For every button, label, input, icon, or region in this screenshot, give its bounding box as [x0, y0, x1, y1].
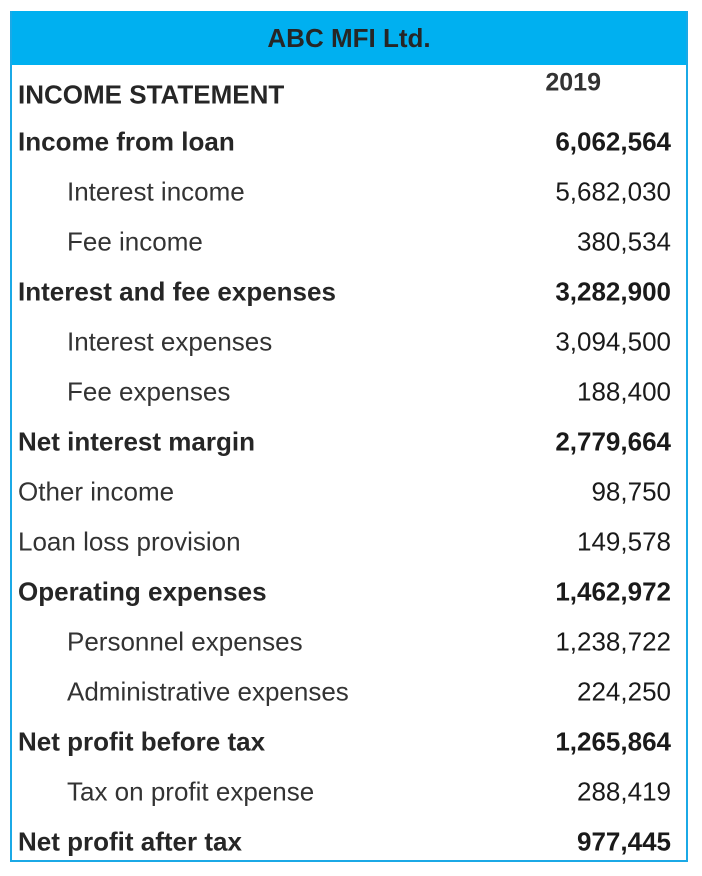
row-value: 188,400	[577, 376, 671, 407]
row-other-income	[12, 467, 686, 517]
row-label: Tax on profit expense	[67, 776, 315, 807]
row-label: Net profit before tax	[18, 726, 266, 757]
row-value: 6,062,564	[555, 126, 671, 157]
row-label: Interest income	[67, 176, 245, 207]
row-fee-income	[12, 217, 686, 267]
row-net-profit-before-tax	[12, 717, 686, 767]
row-administrative-expenses	[12, 667, 686, 717]
row-net-profit-after-tax	[12, 817, 686, 867]
header-row	[12, 65, 686, 117]
row-value: 3,094,500	[555, 326, 671, 357]
row-label: Personnel expenses	[67, 626, 303, 657]
row-value: 288,419	[577, 776, 671, 807]
row-label: Loan loss provision	[18, 526, 241, 557]
row-value: 149,578	[577, 526, 671, 557]
row-label: Fee income	[67, 226, 203, 257]
company-title: ABC MFI Ltd.	[12, 11, 686, 65]
statement-rows	[12, 65, 686, 867]
row-label: Fee expenses	[67, 376, 231, 407]
row-tax-on-profit-expense	[12, 767, 686, 817]
row-value: 1,238,722	[555, 626, 671, 657]
row-fee-expenses	[12, 367, 686, 417]
row-label: Interest expenses	[67, 326, 273, 357]
row-label: Net profit after tax	[18, 826, 242, 857]
row-personnel-expenses	[12, 617, 686, 667]
row-interest-income	[12, 167, 686, 217]
row-value: 977,445	[577, 826, 671, 857]
row-operating-expenses	[12, 567, 686, 617]
row-value: 98,750	[591, 476, 671, 507]
row-value: 5,682,030	[555, 176, 671, 207]
row-label: Operating expenses	[18, 576, 267, 607]
row-value: 3,282,900	[555, 276, 671, 307]
row-net-interest-margin	[12, 417, 686, 467]
row-label: Other income	[18, 476, 175, 507]
row-label: Interest and fee expenses	[18, 276, 336, 307]
year-column-header: 2019	[545, 68, 601, 97]
row-interest-expenses	[12, 317, 686, 367]
statement-heading: INCOME STATEMENT	[18, 79, 285, 110]
row-label: Net interest margin	[18, 426, 255, 457]
row-value: 1,462,972	[555, 576, 671, 607]
row-value: 2,779,664	[555, 426, 671, 457]
row-value: 224,250	[577, 676, 671, 707]
row-label: Income from loan	[18, 126, 235, 157]
income-statement-table	[10, 11, 688, 862]
row-interest-and-fee-expenses	[12, 267, 686, 317]
row-value: 380,534	[577, 226, 671, 257]
row-loan-loss-provision	[12, 517, 686, 567]
row-label: Administrative expenses	[67, 676, 349, 707]
row-value: 1,265,864	[555, 726, 671, 757]
row-income-from-loan	[12, 117, 686, 167]
